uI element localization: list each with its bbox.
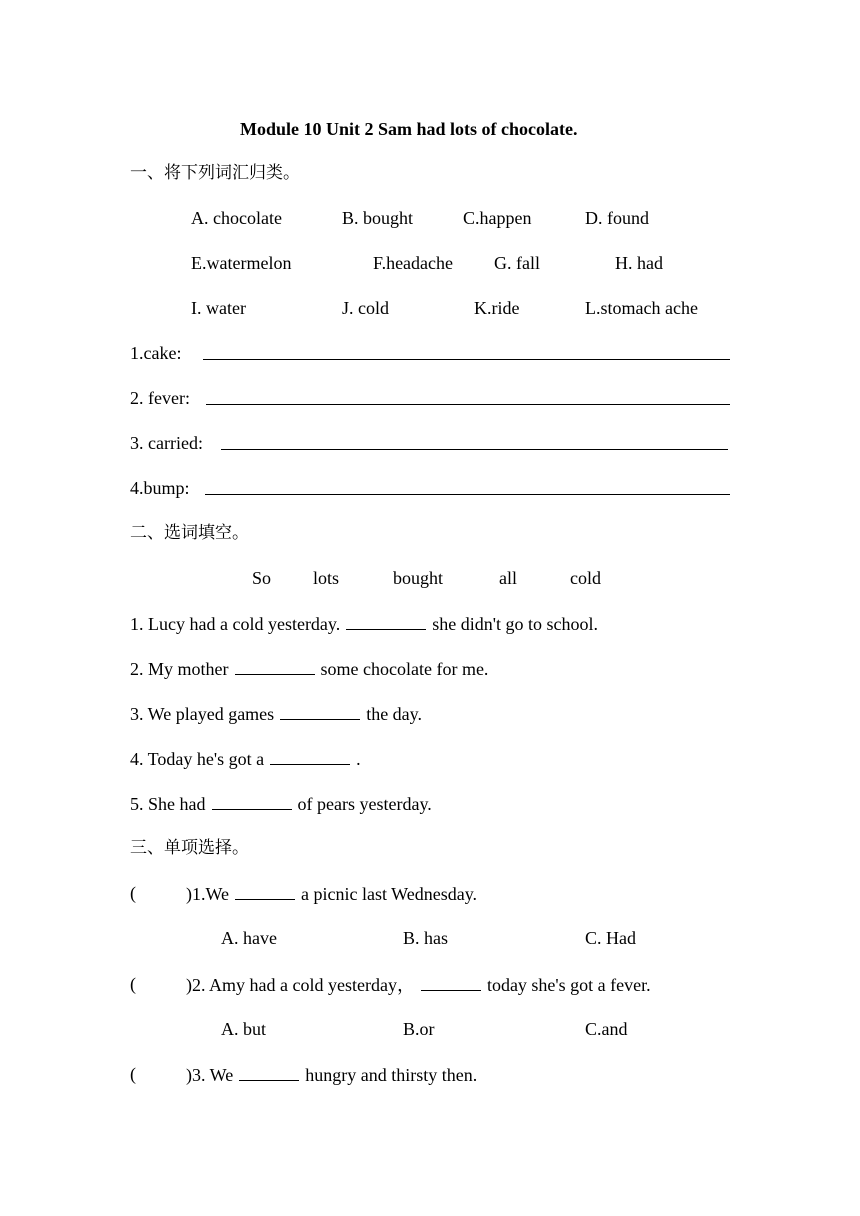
choice-option: A. but [221,1019,266,1039]
section3-heading: 三、单项选择。 [130,838,249,858]
choice-option: B. has [403,928,448,948]
category-answer-line[interactable] [221,449,728,450]
answer-blank[interactable] [421,973,481,991]
word-option: A. chocolate [191,208,282,228]
fill-item [130,657,488,680]
category-answer-line[interactable] [206,404,730,405]
answer-blank[interactable] [346,612,426,630]
fill-item-text: she didn't go to school. [432,614,599,634]
wordbank-word: lots [313,568,340,588]
question-text: )3. We [186,1065,234,1085]
fill-item-text: . [356,749,361,769]
word-option: E.watermelon [191,253,292,273]
fill-item-text: some chocolate for me. [320,659,489,679]
section1-heading: 一、将下列词汇归类。 [130,163,300,183]
question-text: hungry and thirsty then. [305,1065,478,1085]
answer-paren[interactable]: ( [130,1064,136,1084]
choice-option: A. have [221,928,277,948]
word-option: D. found [585,208,649,228]
wordbank-word: all [499,568,517,588]
fill-item-text: of pears yesterday. [297,794,432,814]
fill-item-text: 2. My mother [130,659,229,679]
fill-item [130,612,598,635]
section2-heading: 二、选词填空。 [130,523,249,543]
fill-item [130,792,432,815]
word-option: F.headache [373,253,454,273]
page-title: Module 10 Unit 2 Sam had lots of chocolate. [240,119,578,139]
choice-option: C. Had [585,928,636,948]
category-answer-line[interactable] [203,359,730,360]
question-text: )1.We [186,884,230,904]
word-option: J. cold [342,298,389,318]
question [186,973,651,996]
answer-blank[interactable] [270,747,350,765]
answer-paren[interactable]: ( [130,883,136,903]
word-option: B. bought [342,208,414,228]
fill-item-text: 3. We played games [130,704,275,724]
category-answer-line[interactable] [205,494,730,495]
word-option: I. water [191,298,246,318]
category-label: 2. fever: [130,388,190,408]
category-label: 4.bump: [130,478,190,498]
category-label: 3. carried: [130,433,203,453]
answer-blank[interactable] [239,1063,299,1081]
question-text: today she's got a fever. [486,975,651,995]
fill-item [130,747,361,770]
fill-item-text: the day. [366,704,422,724]
question-text: )2. Amy had a cold yesterday， [186,975,415,995]
fill-item [130,702,422,725]
word-option: C.happen [463,208,532,228]
answer-blank[interactable] [235,657,315,675]
word-option: L.stomach ache [585,298,698,318]
word-option: K.ride [474,298,520,318]
category-label: 1.cake: [130,343,182,363]
wordbank-word: So [252,568,272,588]
fill-item-text: 4. Today he's got a [130,749,265,769]
choice-option: B.or [403,1019,435,1039]
wordbank-word: cold [570,568,601,588]
answer-blank[interactable] [235,882,295,900]
wordbank-word: bought [393,568,444,588]
answer-blank[interactable] [212,792,292,810]
question [186,1063,477,1086]
fill-item-text: 1. Lucy had a cold yesterday. [130,614,341,634]
question-text: a picnic last Wednesday. [301,884,478,904]
choice-option: C.and [585,1019,628,1039]
question [186,882,477,905]
answer-blank[interactable] [280,702,360,720]
fill-item-text: 5. She had [130,794,206,814]
answer-paren[interactable]: ( [130,974,136,994]
word-option: G. fall [494,253,540,273]
word-option: H. had [615,253,663,273]
